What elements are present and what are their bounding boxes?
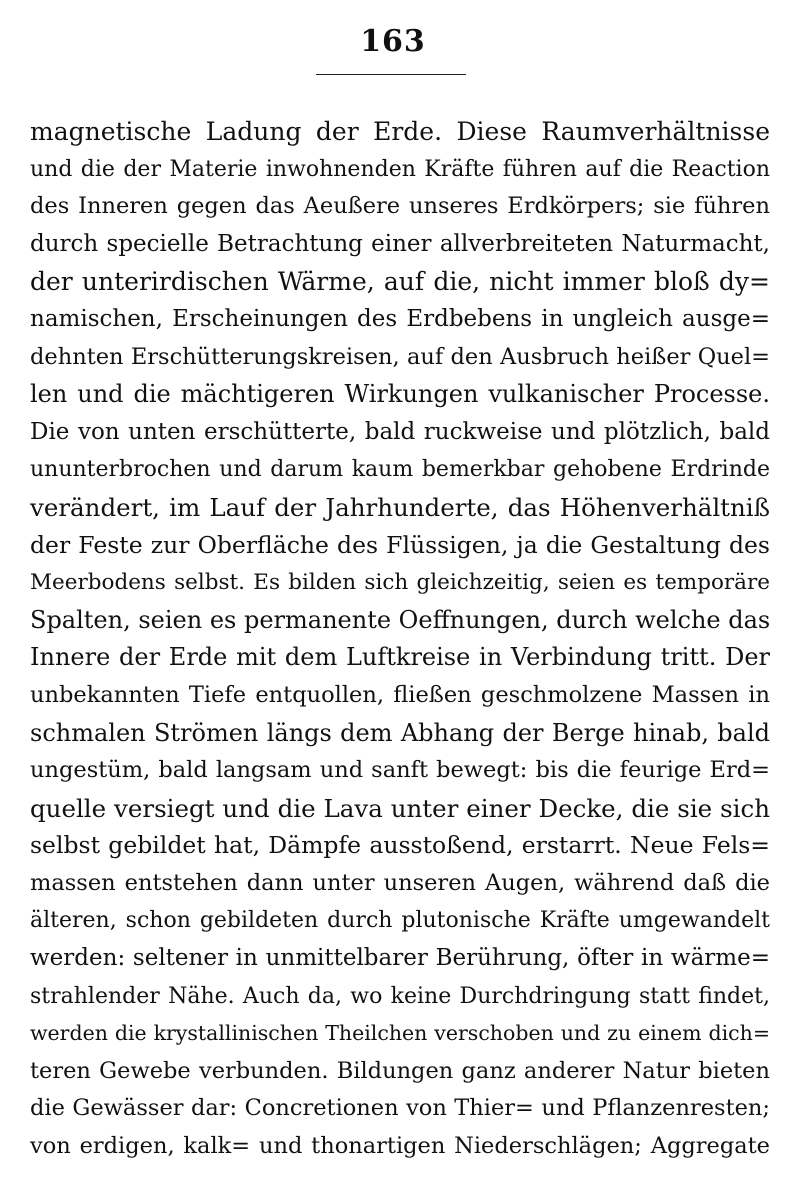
text-line: des Inneren gegen das Aeußere unseres Erdkörpers; sie führen (30, 193, 770, 220)
text-line: schmalen Strömen längs dem Abhang der Berge hinab, bald (30, 718, 770, 747)
body-text (30, 113, 770, 1166)
text-line: Die von unten erschütterte, bald ruckweise und plötzlich, bald (30, 418, 770, 445)
text-line: Innere der Erde mit dem Luftkreise in Verbindung tritt. Der (30, 643, 770, 672)
text-line: werden die krystallinischen Theilchen verschoben und zu einem dich= (30, 1021, 770, 1046)
text-line: der Feste zur Oberfläche des Flüssigen, ja die Gestaltung des (30, 530, 770, 559)
text-line: len und die mächtigeren Wirkungen vulkanischer Processe. (30, 380, 770, 409)
text-line: Spalten, seien es permanente Oeffnungen, durch welche das (30, 605, 770, 634)
text-line: magnetische Ladung der Erde. Diese Raumverhältnisse (30, 117, 770, 146)
page-number: 163 (360, 24, 426, 59)
text-line: selbst gebildet hat, Dämpfe ausstoßend, erstarrt. Neue Fels= (30, 831, 770, 860)
text-line: verändert, im Lauf der Jahrhunderte, das Höhenverhältniß (30, 492, 770, 522)
text-line: die Gewässer dar: Concretionen von Thier= und Pflanzenresten; (30, 1095, 770, 1122)
text-line: von erdigen, kalk= und thonartigen Niederschlägen; Aggregate (30, 1133, 770, 1160)
text-line: strahlender Nähe. Auch da, wo keine Durchdringung statt findet, (30, 983, 770, 1009)
text-line: namischen, Erscheinungen des Erdbebens in ungleich ausge= (30, 305, 770, 332)
text-line: quelle versiegt und die Lava unter einer Decke, die sie sich (30, 793, 770, 823)
text-line: älteren, schon gebildeten durch plutonische Kräfte umgewandelt (30, 908, 770, 934)
header-rule (316, 74, 466, 75)
text-line: Meerbodens selbst. Es bilden sich gleichzeitig, seien es temporäre (30, 570, 770, 596)
text-line: werden: seltener in unmittelbarer Berührung, öfter in wärme= (30, 945, 770, 972)
text-line: massen entstehen dann unter unseren Augen, während daß die (30, 869, 770, 896)
text-line: teren Gewebe verbunden. Bildungen ganz anderer Natur bieten (30, 1057, 770, 1084)
text-line: der unterirdischen Wärme, auf die, nicht immer bloß dy= (30, 267, 770, 297)
text-line: ununterbrochen und darum kaum bemerkbar gehobene Erdrinde (30, 457, 770, 483)
text-line: dehnten Erschütterungskreisen, auf den Ausbruch heißer Quel= (30, 343, 770, 370)
text-line: und die der Materie inwohnenden Kräfte führen auf die Reaction (30, 156, 770, 182)
text-line: durch specielle Betrachtung einer allverbreiteten Naturmacht, (30, 230, 770, 257)
text-line: unbekannten Tiefe entquollen, fließen geschmolzene Massen in (30, 681, 770, 708)
text-line: ungestüm, bald langsam und sanft bewegt: bis die feurige Erd= (30, 757, 770, 784)
